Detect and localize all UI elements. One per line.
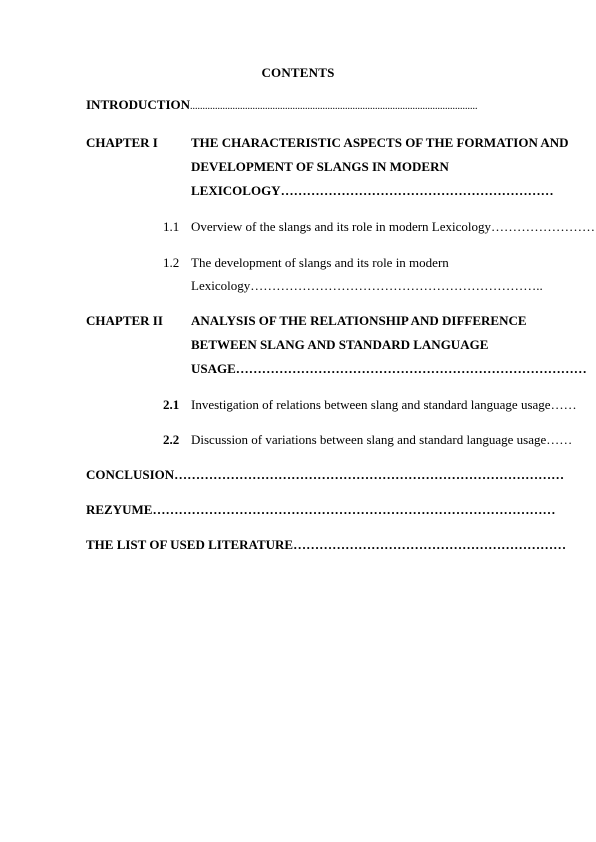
toc-entry-literature bbox=[86, 537, 596, 553]
section-number: 2.2 bbox=[163, 432, 180, 447]
chapter-2-title-line1: ANALYSIS OF THE RELATIONSHIP AND DIFFERENCE bbox=[191, 313, 527, 328]
toc-label: INTRODUCTION bbox=[86, 97, 191, 112]
section-number: 1.2 bbox=[163, 255, 180, 270]
chapter-1-label: CHAPTER I bbox=[86, 135, 158, 150]
toc-label: REZYUME bbox=[86, 502, 153, 517]
toc-label: CONCLUSION bbox=[86, 467, 175, 482]
toc-label: Lexicology bbox=[191, 278, 251, 293]
chapter-2-title-line2: BETWEEN SLANG AND STANDARD LANGUAGE bbox=[191, 337, 489, 352]
toc-label: Discussion of variations between slang and standard language usage bbox=[191, 432, 547, 447]
toc-leader-dots: …………………… bbox=[491, 219, 596, 234]
toc-leader-dots: ………………………………………………………….. bbox=[250, 278, 543, 293]
chapter-2-title-line3 bbox=[191, 361, 596, 377]
toc-entry-section-2-1 bbox=[191, 397, 596, 413]
toc-label: Investigation of relations between slang and standard language usage bbox=[191, 397, 551, 412]
toc-label: THE LIST OF USED LITERATURE bbox=[86, 537, 294, 552]
toc-leader-dots: ……………………………………………………………………………… bbox=[174, 467, 565, 482]
chapter-2-label: CHAPTER II bbox=[86, 313, 163, 328]
toc-leader-dots: ……………………………………………………… bbox=[280, 183, 554, 198]
toc-leader-dots: …… bbox=[546, 432, 573, 447]
toc-leader-dots: ................................................................................................................... bbox=[190, 101, 478, 112]
chapter-1-title-line1: THE CHARACTERISTIC ASPECTS OF THE FORMATION AND bbox=[191, 135, 569, 150]
toc-entry-section-2-2 bbox=[191, 432, 596, 448]
chapter-1-title-line2: DEVELOPMENT OF SLANGS IN MODERN bbox=[191, 159, 449, 174]
toc-entry-conclusion bbox=[86, 467, 596, 483]
toc-entry-rezyume bbox=[86, 502, 596, 518]
toc-entry-section-1-2-line1: The development of slangs and its role in modern bbox=[191, 255, 449, 270]
toc-leader-dots: ………………………………………………………………………………… bbox=[152, 502, 556, 517]
toc-entry-section-1-1 bbox=[191, 219, 596, 235]
toc-entry-introduction bbox=[86, 97, 596, 115]
toc-leader-dots: ……………………………………………………………………… bbox=[235, 361, 587, 376]
toc-label: Overview of the slangs and its role in modern Lexicology bbox=[191, 219, 492, 234]
page-title: CONTENTS bbox=[261, 65, 335, 80]
chapter-1-title-line3 bbox=[191, 183, 596, 199]
toc-leader-dots: …… bbox=[550, 397, 577, 412]
section-number: 2.1 bbox=[163, 397, 180, 412]
section-number: 1.1 bbox=[163, 219, 180, 234]
toc-entry-section-1-2-line2 bbox=[191, 278, 596, 294]
toc-leader-dots: ……………………………………………………… bbox=[293, 537, 567, 552]
toc-label: USAGE bbox=[191, 361, 236, 376]
toc-label: LEXICOLOGY bbox=[191, 183, 281, 198]
